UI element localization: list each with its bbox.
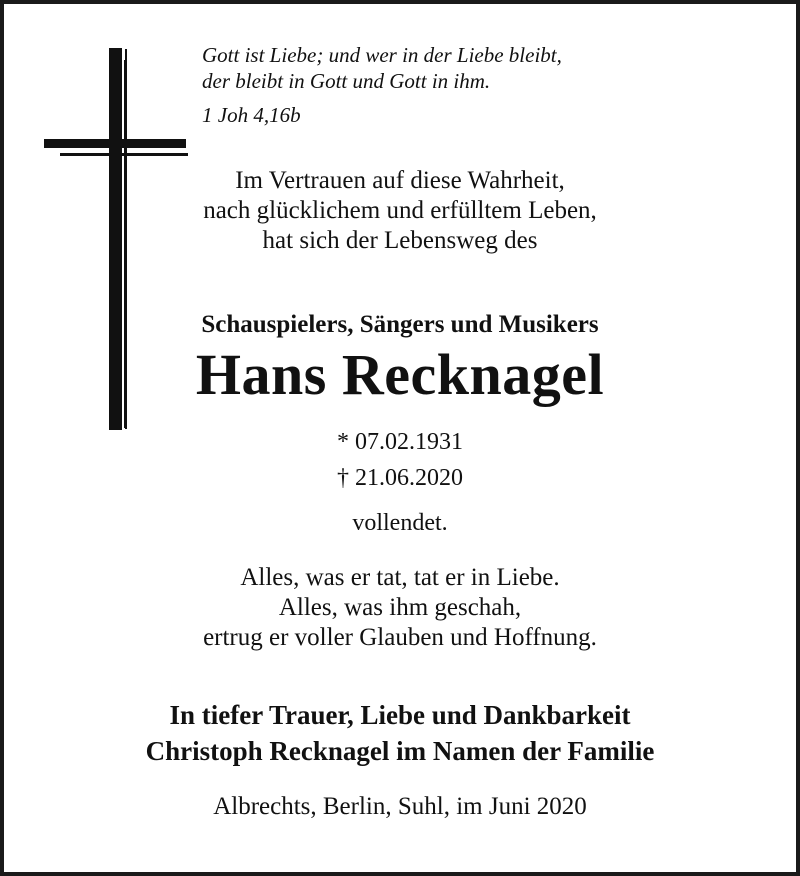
mourners-line: Christoph Recknagel im Namen der Familie <box>145 736 655 766</box>
quote-line: Gott ist Liebe; und wer in der Liebe bleibt, <box>202 43 562 67</box>
intro-line: nach glücklichem und erfülltem Leben, <box>203 197 597 224</box>
place-and-date: Albrechts, Berlin, Suhl, im Juni 2020 <box>213 793 587 820</box>
intro-text <box>0 166 800 256</box>
memorial-verse <box>0 563 800 653</box>
bible-quote <box>202 42 562 128</box>
life-dates <box>0 424 800 496</box>
intro-line: Im Vertrauen auf diese Wahrheit, <box>235 167 565 194</box>
profession: Schauspielers, Sängers und Musikers <box>201 311 599 338</box>
mourners <box>0 697 800 769</box>
quote-line: der bleibt in Gott und Gott in ihm. <box>202 69 491 93</box>
cross-horizontal-beam <box>44 139 186 148</box>
completed-text: vollendet. <box>352 510 448 536</box>
quote-reference: 1 Joh 4,16b <box>202 103 301 127</box>
intro-line: hat sich der Lebensweg des <box>262 227 538 254</box>
verse-line: ertrug er voller Glauben und Hoffnung. <box>203 624 597 651</box>
birth-date: * 07.02.1931 <box>337 429 463 455</box>
mourners-line: In tiefer Trauer, Liebe und Dankbarkeit <box>169 700 631 730</box>
verse-line: Alles, was er tat, tat er in Liebe. <box>240 564 560 591</box>
cross-horizontal-shadow <box>60 153 188 156</box>
death-date: † 21.06.2020 <box>337 465 463 491</box>
deceased-name: Hans Recknagel <box>195 342 605 407</box>
verse-line: Alles, was ihm geschah, <box>278 594 522 621</box>
